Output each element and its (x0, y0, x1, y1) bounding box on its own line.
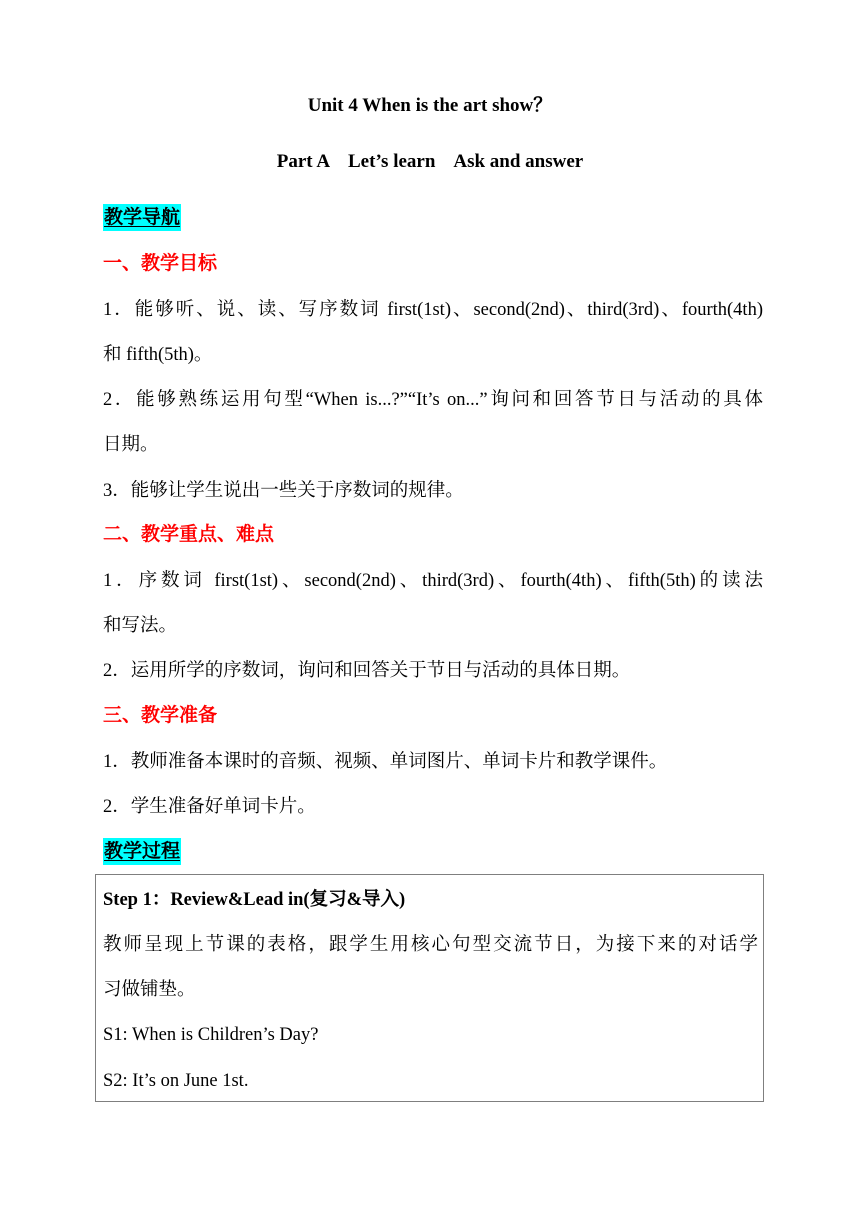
step1-title: Step 1：Review&Lead in(复习&导入) (103, 890, 406, 910)
step1-line-1: 教师呈现上节课的表格，跟学生用核心句型交流节日，为接下来的对话学 (103, 935, 758, 955)
section-key-points-title: 二、教学重点、难点 (103, 524, 275, 545)
objectives-line-3: 2．能够熟练运用句型“When is...?”“It’s on...”询问和回答节日与活动的具体 (103, 390, 763, 410)
step1-box (95, 874, 764, 1102)
objectives-line-4: 日期。 (103, 435, 159, 455)
teaching-navigation-heading: 教学导航 (103, 204, 181, 231)
key-points-line-1: 1．序数词 first(1st)、second(2nd)、third(3rd)、fourth(4th)、fifth(5th)的读法 (103, 571, 763, 591)
objectives-line-1: 1．能够听、说、读、写序数词 first(1st)、second(2nd)、third(3rd)、fourth(4th) (103, 300, 763, 320)
section-objectives-title: 一、教学目标 (103, 253, 218, 274)
page-title: Unit 4 When is the art show？ (307, 95, 553, 116)
key-points-line-3: 2．运用所学的序数词，询问和回答关于节日与活动的具体日期。 (103, 661, 631, 681)
section-preparation-title: 三、教学准备 (103, 705, 218, 726)
teaching-process-heading: 教学过程 (103, 838, 181, 865)
preparation-line-1: 1．教师准备本课时的音频、视频、单词图片、单词卡片和教学课件。 (103, 752, 668, 772)
page-subtitle: Part A Let’s learn Ask and answer (276, 151, 584, 172)
objectives-line-5: 3．能够让学生说出一些关于序数词的规律。 (103, 481, 464, 501)
key-points-line-2: 和写法。 (103, 616, 178, 636)
step1-line-2: 习做铺垫。 (103, 980, 196, 1000)
preparation-line-2: 2．学生准备好单词卡片。 (103, 797, 316, 817)
step1-line-3: S1: When is Children’s Day? (103, 1025, 319, 1045)
step1-line-4: S2: It’s on June 1st. (103, 1071, 249, 1091)
objectives-line-2: 和 fifth(5th)。 (103, 345, 213, 365)
